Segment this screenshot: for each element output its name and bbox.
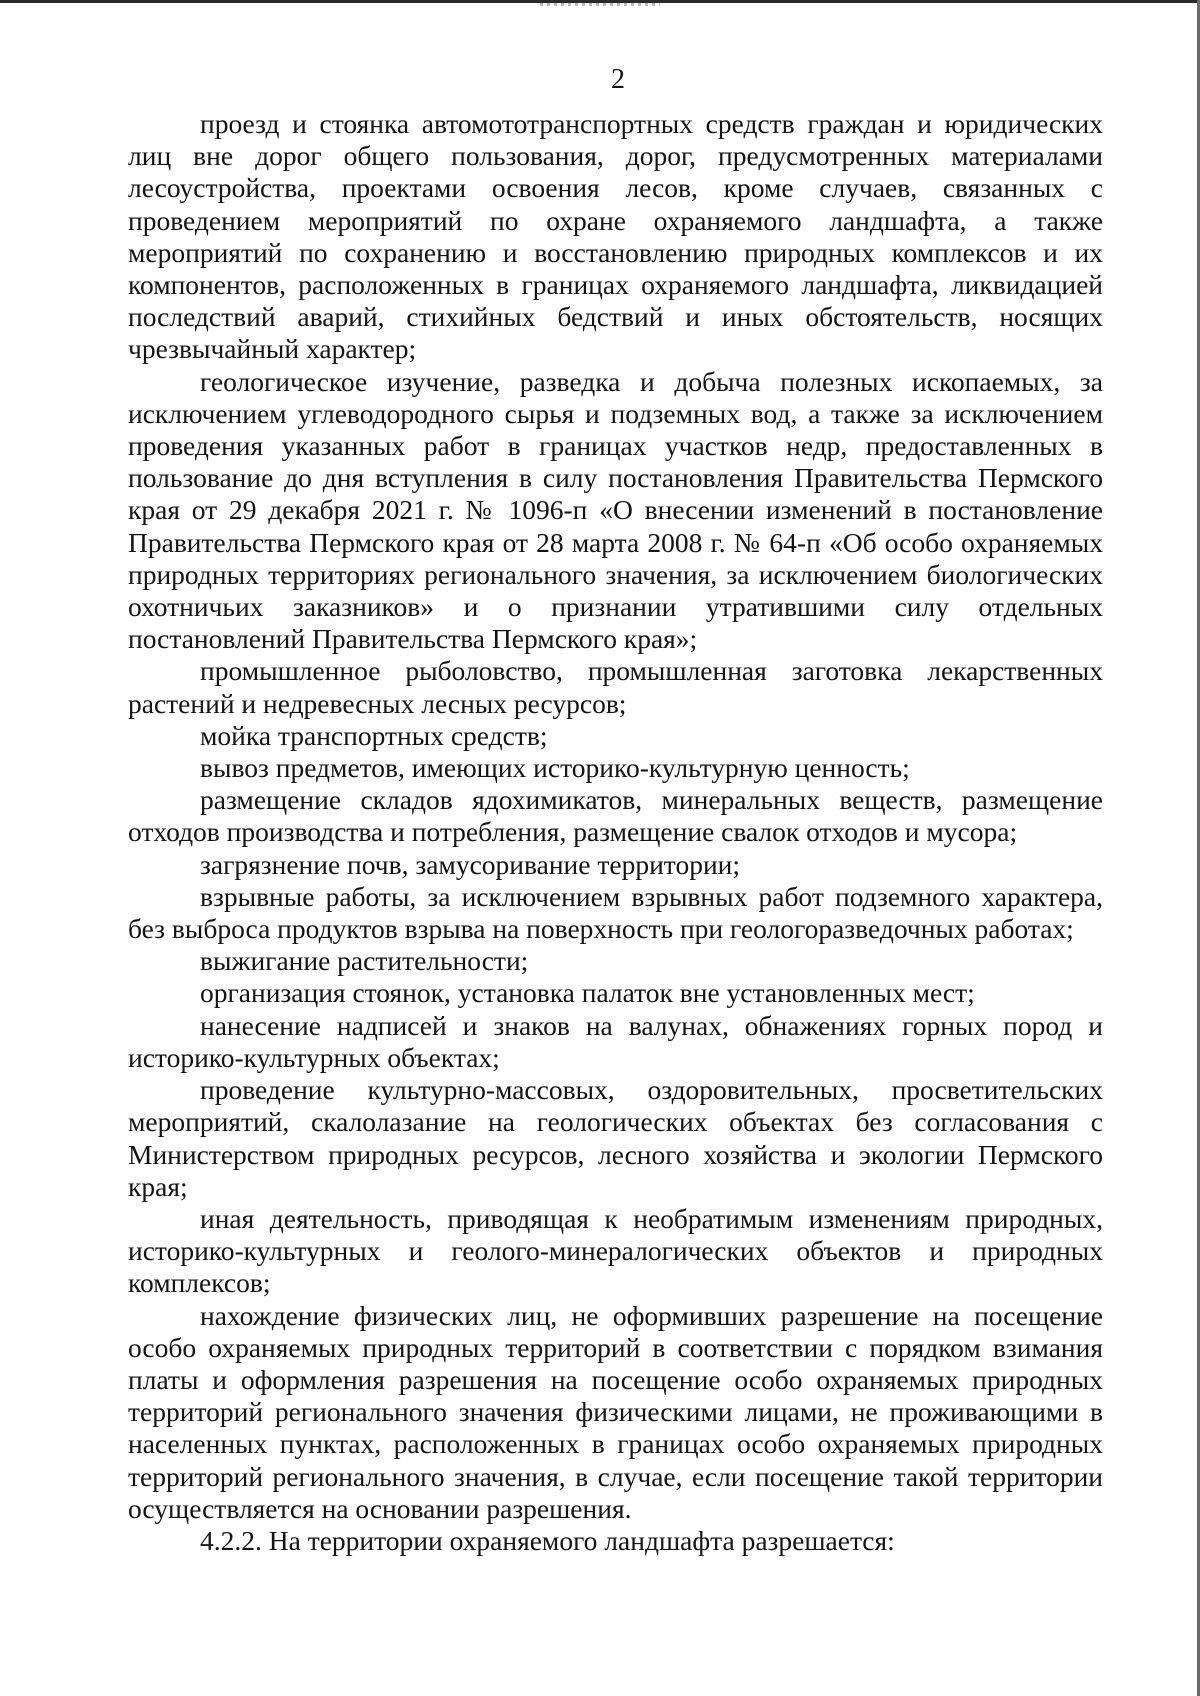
paragraph-export-heritage: вывоз предметов, имеющих историко-культурную ценность; — [200, 752, 910, 784]
paragraph-mass-events: проведение культурно-массовых, оздоровительных, просветительских мероприятий, скалолазание на геологических объектах без согласования с Министерством природных ресурсов, лесного хозяйства и экологии Пермского края; — [128, 1074, 1103, 1202]
paragraph-visitor-permit: нахождение физических лиц, не оформивших разрешение на посещение особо охраняемых природных территорий в соответствии с порядком взимания платы и оформления разрешения на посещение особо охраняемых природных территорий регионального значения физическими лицами, не проживающими в населенных пунктах, расположенных в границах особо охраняемых природных территорий регионального значения, в случае, если посещение такой территории осуществляется на основании разрешения. — [128, 1299, 1103, 1524]
paragraph-vehicle-washing: мойка транспортных средств; — [200, 719, 548, 751]
paragraph-camping: организация стоянок, установка палаток вне установленных мест; — [200, 977, 975, 1009]
paragraph-industrial-fishing: промышленное рыболовство, промышленная заготовка лекарственных растений и недревесных лесных ресурсов; — [128, 655, 1103, 719]
scan-artifact — [540, 3, 660, 6]
paragraph-soil-pollution: загрязнение почв, замусоривание территории; — [200, 848, 741, 880]
paragraph-inscriptions: нанесение надписей и знаков на валунах, обнажениях горных пород и историко-культурных объектах; — [128, 1009, 1103, 1073]
section-heading-4-2-2: 4.2.2. На территории охраняемого ландшафта разрешается: — [200, 1524, 895, 1556]
paragraph-burning-vegetation: выжигание растительности; — [200, 945, 529, 977]
paragraph-vehicle-parking: проезд и стоянка автомототранспортных средств граждан и юридических лиц вне дорог общего пользования, дорог, предусмотренных материалами лесоустройства, проектами освоения лесов, кроме случаев, связанных с проведением мероприятий по охране охраняемого ландшафта, а также мероприятий по сохранению и восстановлению природных комплексов и их компонентов, расположенных в границах охраняемого ландшафта, ликвидацией последствий аварий, стихийных бедствий и иных обстоятельств, носящих чрезвычайный характер; — [128, 108, 1103, 365]
paragraph-blasting: взрывные работы, за исключением взрывных работ подземного характера, без выброса продуктов взрыва на поверхность при геологоразведочных работах; — [128, 880, 1103, 945]
paragraph-waste-storage: размещение складов ядохимикатов, минеральных веществ, размещение отходов производства и потребления, размещение свалок отходов и мусора; — [128, 784, 1103, 848]
document-body — [128, 108, 1103, 1557]
paragraph-irreversible-activity: иная деятельность, приводящая к необратимым изменениям природных, историко-культурных и геолого-минералогических объектов и природных комплексов; — [128, 1202, 1103, 1299]
page-number: 2 — [611, 64, 625, 95]
paragraph-geological-study: геологическое изучение, разведка и добыча полезных ископаемых, за исключением углеводородного сырья и подземных вод, а также за исключением проведения указанных работ в границах участков недр, предоставленных в пользование до дня вступления в силу постановления Правительства Пермского края от 29 декабря 2021 г. № 1096-п «О внесении изменений в постановление Правительства Пермского края от 28 марта 2008 г. № 64-п «Об особо охраняемых природных территориях регионального значения, за исключением биологических охотничьих заказников» и о признании утратившими силу отдельных постановлений Правительства Пермского края»; — [128, 365, 1103, 655]
